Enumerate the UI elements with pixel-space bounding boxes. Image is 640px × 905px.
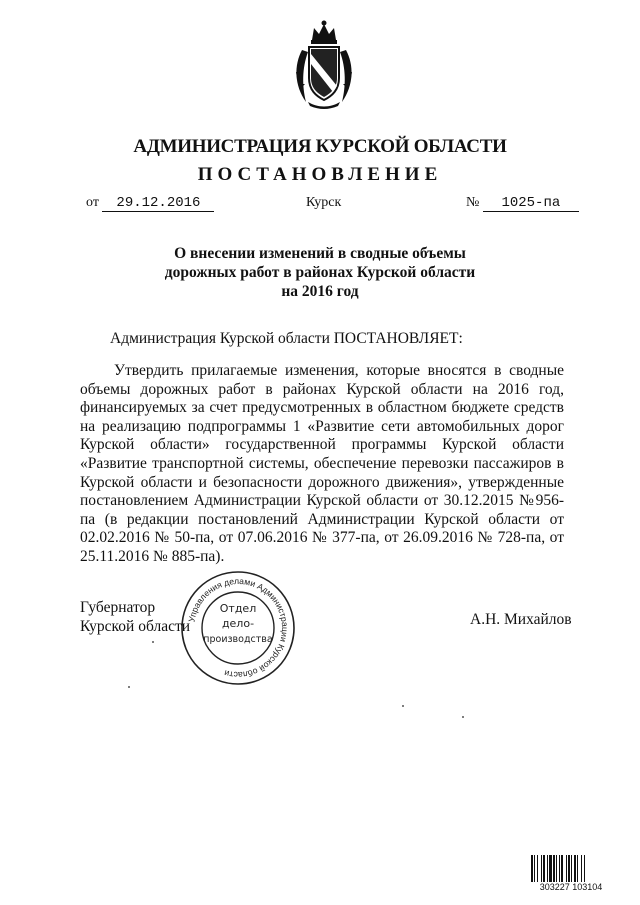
barcode-bar <box>577 855 578 885</box>
barcode-bar <box>547 855 548 885</box>
barcode-bar <box>541 855 542 885</box>
coat-of-arms-emblem <box>292 20 356 110</box>
barcode-bar <box>574 855 576 885</box>
number-prefix: № <box>466 195 480 210</box>
resolution-intro: Администрация Курской области ПОСТАНОВЛЯЕТ: <box>110 330 463 347</box>
date-prefix: от <box>86 195 99 210</box>
barcode-bar <box>581 855 582 885</box>
barcode-bar <box>561 855 563 885</box>
barcode-number: 303227 103104 <box>530 882 612 892</box>
signer-position-line: Губернатор <box>80 599 156 616</box>
barcode-bar <box>537 855 538 885</box>
number-field <box>466 195 579 212</box>
barcode-bar <box>534 855 535 885</box>
scan-speck <box>128 686 130 688</box>
document-number: 1025-па <box>483 195 579 212</box>
barcode-bar <box>566 855 567 885</box>
resolution-body <box>80 362 564 567</box>
barcode-bar <box>559 855 560 885</box>
signer-name: А.Н. Михайлов <box>470 611 572 628</box>
document-city: Курск <box>306 195 342 210</box>
stamp-ring-text: Управления делами Администрации Курской области <box>186 575 291 681</box>
scan-speck <box>152 641 154 643</box>
barcode-bar <box>531 855 533 885</box>
document-subject <box>0 244 640 301</box>
document-date: 29.12.2016 <box>102 195 214 212</box>
date-field <box>86 195 214 212</box>
barcode-bar <box>556 855 557 885</box>
barcode-bar <box>543 855 545 885</box>
subject-line: О внесении изменений в сводные объемы <box>174 245 466 262</box>
signer-position <box>80 598 190 636</box>
organization-title: АДМИНИСТРАЦИЯ КУРСКОЙ ОБЛАСТИ <box>133 136 507 157</box>
subject-line: дорожных работ в районах Курской области <box>164 264 476 281</box>
document-type-title: ПОСТАНОВЛЕНИЕ <box>197 164 443 185</box>
body-paragraph: Утвердить прилагаемые изменения, которые вносятся в сводные объемы дорожных работ в районах Курской области на 2016 год, финансируемых за счет предусмотренных в областном бюджете средств на реализацию подпрограммы 1 «Развитие сети автомобильных дорог Курской области» государственной программы Курской области «Развитие транспортной системы, обеспечение перевозки пассажиров в Курской области и безопасности дорожного движения», утвержденные постановлением Администрации Курской области от 30.12.2015 №956-па (в редакции постановлений Администрации Курской области от 02.02.2016 № 50-па, от 07.06.2016 № 377-па, от 26.09.2016 № 728-па, от 25.11.2016 № 885-па). <box>80 362 564 565</box>
barcode-bar <box>568 855 570 885</box>
barcode-bar <box>553 855 555 885</box>
stamp-center-line: дело- <box>221 617 255 630</box>
barcode-bar <box>584 855 585 885</box>
barcode-bar <box>549 855 552 885</box>
scan-speck <box>462 716 464 718</box>
subject-line: на 2016 год <box>281 283 359 300</box>
signer-position-line: Курской области <box>80 618 191 635</box>
stamp-center-line: Отдел <box>219 602 257 615</box>
stamp-center-line: производства <box>203 634 273 645</box>
round-stamp <box>178 568 298 688</box>
barcode-bar <box>571 855 572 885</box>
scan-speck <box>402 705 404 707</box>
